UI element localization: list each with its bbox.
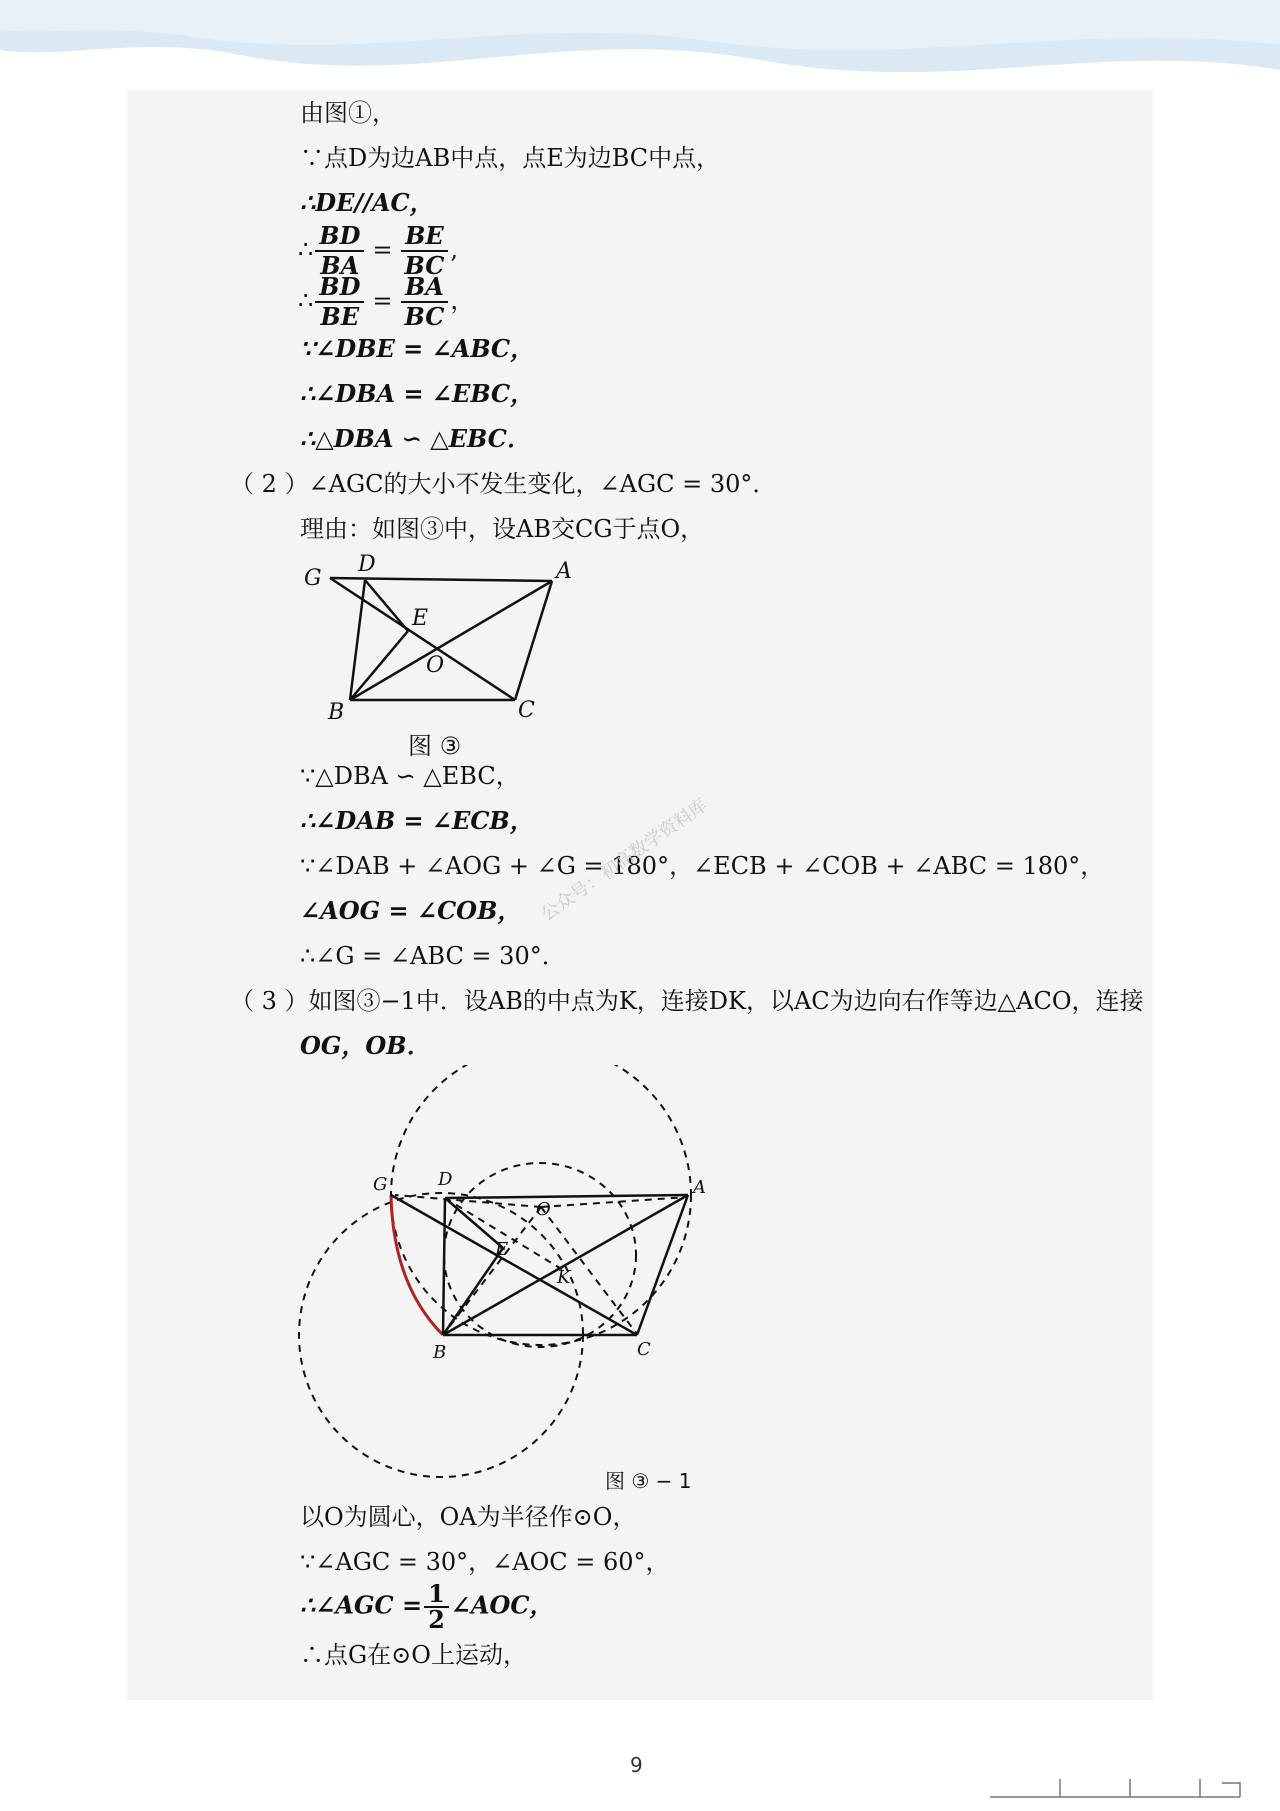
segment-DA [445,1195,688,1198]
label-A: A [556,559,572,584]
fraction-line [300,1579,554,1634]
text-line: ∵△DBA ∽ △EBC， [300,762,520,790]
denominator: BC [404,251,445,280]
equation-right: ∠AOC， [450,1590,554,1620]
numerator: BE [401,222,449,252]
comma: , [450,235,458,264]
text-line: 以O为圆心，OA为半径作⊙O， [300,1503,637,1531]
segment-DB [350,580,365,700]
label-G: G [373,1174,388,1195]
label-G: G [304,566,322,591]
fraction [315,273,364,331]
text-line: ∠AOG = ∠COB， [300,896,522,925]
denominator: 2 [428,1605,445,1634]
arc-red [391,1195,443,1335]
segment-CA [637,1195,688,1335]
text-line: ∵∠DAB + ∠AOG + ∠G = 180°，∠ECB + ∠COB + ∠ABC = 180°， [300,852,1105,880]
text-line: （ 2 ）∠AGC的大小不发生变化，∠AGC = 30°． [230,470,777,498]
numerator: BD [315,222,364,252]
equals: = [372,286,393,315]
label-C: C [518,698,535,723]
text-line: ∴DE//AC， [300,188,434,217]
label-B: B [433,1342,447,1363]
text-line: ∴∠DAB = ∠ECB， [300,806,534,835]
text-line: ∵点D为边AB中点，点E为边BC中点， [300,144,721,172]
segment-OA [541,1197,688,1207]
fraction-line [298,273,474,331]
numerator: 1 [424,1582,449,1608]
text-line: OG，OB． [300,1031,431,1060]
corner-decoration [990,1775,1250,1801]
label-E: E [412,606,429,631]
text-line: ∴∠DBA = ∠EBC， [300,379,535,408]
label-D: D [438,1169,453,1190]
figure-3-1-caption: 图 ③ − 1 [605,1469,692,1493]
fraction [401,273,449,331]
text-line: ∴△DBA ∽ △EBC． [300,424,531,453]
text-line: ∴点G在⊙O上运动， [300,1641,527,1669]
label-C: C [637,1339,651,1360]
label-O: O [426,653,445,678]
fraction [424,1579,449,1634]
denominator: BC [404,302,445,331]
label-O: O [536,1199,551,1220]
therefore-symbol: ∴ [298,235,314,264]
label-A: A [693,1177,706,1198]
segment-DB [443,1198,445,1335]
numerator: BD [315,273,364,303]
segment-BE [350,631,408,700]
label-K: K [557,1267,571,1288]
text-line: 理由：如图③中，设AB交CG于点O， [300,515,705,543]
watermark: 公众号：初高数学资料库 [537,794,712,926]
page-number: 9 [630,1753,643,1777]
label-B: B [328,700,345,725]
comma: ， [450,286,475,315]
segment-AB [443,1195,688,1335]
text-line: ∵∠AGC = 30°，∠AOC = 60°， [300,1548,670,1576]
equation-left: ∴∠AGC = [300,1590,423,1620]
label-D: D [358,552,376,577]
denominator: BA [320,251,360,280]
denominator: BE [320,302,360,331]
text-line: （ 3 ）如图③−1中．设AB的中点为K，连接DK，以AC为边向右作等边△ACO，连接 [230,987,1144,1015]
segment-GA [330,578,552,581]
numerator: BA [401,273,449,303]
figure-3-1 [295,1065,725,1485]
text-line: ∵∠DBE = ∠ABC， [300,334,535,363]
label-E: E [495,1239,509,1260]
text-line: ∴∠G = ∠ABC = 30°． [300,942,566,970]
text-line: 由图①， [300,99,396,127]
segment-BE [443,1248,503,1335]
therefore-symbol: ∴ [298,286,314,315]
figure-3-caption: 图 ③ [408,732,462,760]
segment-GC [391,1195,637,1335]
equals: = [372,235,393,264]
figure-3 [290,545,600,745]
